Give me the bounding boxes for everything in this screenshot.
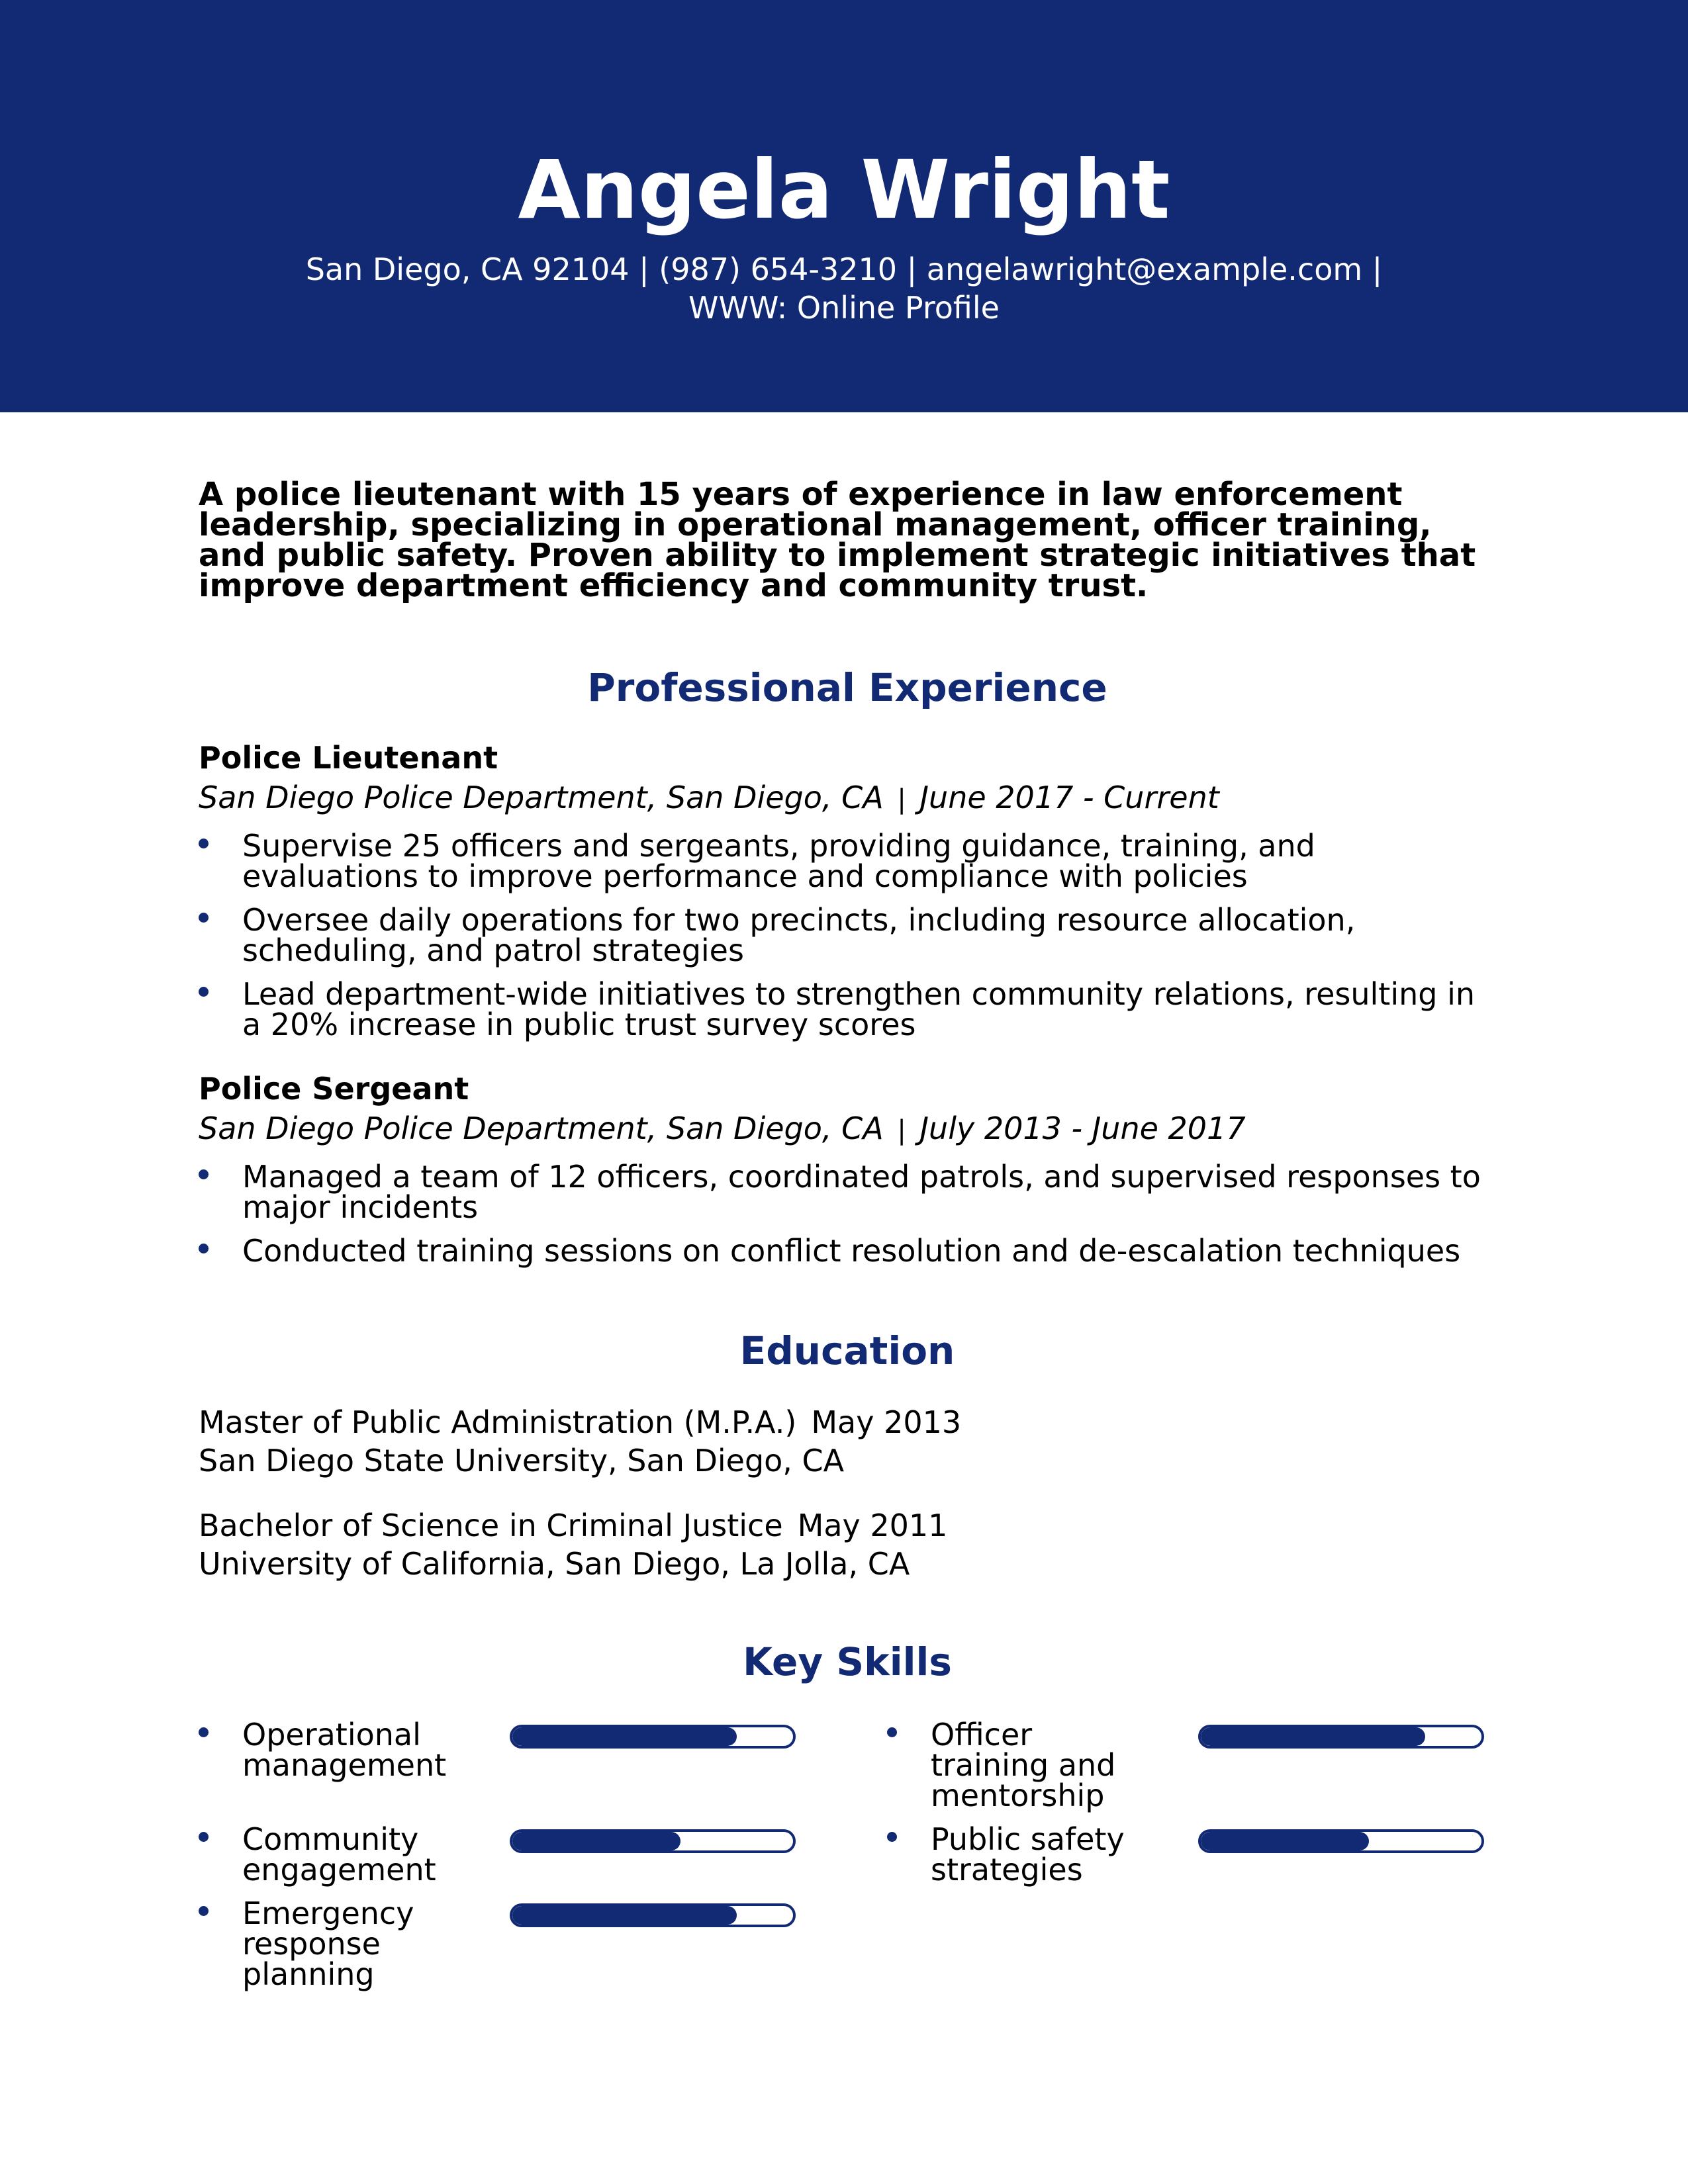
education-date: May 2011: [797, 1508, 948, 1543]
job-title: Police Sergeant: [199, 1071, 469, 1107]
job-employer: San Diego Police Department, San Diego, CA: [199, 780, 884, 815]
education-entry: [199, 1506, 1496, 1583]
skill-level-bar: [510, 1903, 796, 1927]
skill-label: Community engagement: [242, 1821, 436, 1888]
skill-level-bar: [510, 1725, 796, 1749]
skill-bullet-icon: [199, 1906, 209, 1916]
job-entry: [199, 739, 1496, 1053]
education-degree-line: [199, 1403, 1496, 1441]
skill-level-fill: [1201, 1832, 1369, 1850]
job-separator: |: [897, 784, 906, 815]
skills-heading: Key Skills: [743, 1639, 952, 1684]
skill-level-bar: [1198, 1829, 1484, 1853]
job-bullets: [199, 828, 1496, 1042]
skill-bullet-icon: [887, 1727, 897, 1737]
skill-bullet-icon: [199, 1832, 209, 1842]
experience-heading: Professional Experience: [587, 665, 1107, 710]
job-dates: July 2013 - June 2017: [919, 1111, 1246, 1146]
job-separator: |: [897, 1115, 906, 1146]
education-heading: Education: [739, 1328, 955, 1373]
job-bullet: Conducted training sessions on conflict resolution and de-escalation techniques: [199, 1236, 1496, 1266]
candidate-name: Angela Wright: [518, 143, 1170, 237]
education-date: May 2013: [811, 1404, 962, 1440]
skill-level-fill: [1201, 1727, 1425, 1746]
skill-level-fill: [512, 1832, 680, 1850]
job-meta: [199, 1109, 1496, 1150]
job-employer: San Diego Police Department, San Diego, CA: [199, 1111, 884, 1146]
job-dates: June 2017 - Current: [919, 780, 1219, 815]
job-bullet: Lead department-wide initiatives to strengthen community relations, resulting in a 20% increase in public trust survey scores: [199, 979, 1496, 1040]
skill-level-fill: [512, 1906, 737, 1925]
skill-level-fill: [512, 1727, 737, 1746]
education-degree-line: [199, 1506, 1496, 1545]
contact-line-address-phone-email: San Diego, CA 92104 | (987) 654-3210 | angelawright@example.com |: [305, 251, 1383, 287]
job-entry: [199, 1069, 1496, 1279]
header-banner: [0, 0, 1688, 412]
skill-label: Operational management: [242, 1717, 447, 1783]
skill-level-bar: [1198, 1725, 1484, 1749]
education-degree: Bachelor of Science in Criminal Justice: [199, 1508, 783, 1543]
skill-label: Officer training and mentorship: [931, 1717, 1116, 1813]
education-entry: [199, 1403, 1496, 1480]
education-degree: Master of Public Administration (M.P.A.): [199, 1404, 797, 1440]
education-school: University of California, San Diego, La Jolla, CA: [199, 1546, 910, 1582]
skill-bullet-icon: [887, 1832, 897, 1842]
skill-label: Public safety strategies: [931, 1821, 1125, 1888]
contact-info: [291, 250, 1397, 327]
contact-line-online-profile[interactable]: WWW: Online Profile: [688, 290, 1000, 326]
job-bullet: Supervise 25 officers and sergeants, providing guidance, training, and evaluations to improve performance and compliance with policies: [199, 831, 1496, 891]
job-title: Police Lieutenant: [199, 740, 498, 776]
skill-label: Emergency response planning: [242, 1895, 414, 1992]
skill-bullet-icon: [199, 1727, 209, 1737]
skill-level-bar: [510, 1829, 796, 1853]
job-bullets: [199, 1159, 1496, 1269]
job-meta: [199, 778, 1496, 819]
education-school: San Diego State University, San Diego, CA: [199, 1443, 845, 1479]
job-bullet: Managed a team of 12 officers, coordinated patrols, and supervised responses to major incidents: [199, 1161, 1496, 1222]
job-bullet: Oversee daily operations for two precincts, including resource allocation, scheduling, and patrol strategies: [199, 905, 1496, 966]
professional-summary: A police lieutenant with 15 years of experience in law enforcement leadership, specializing in operational management, officer training, and public safety. Proven ability to implement strategic initiatives that improve department efficiency and community trust.: [199, 476, 1476, 604]
